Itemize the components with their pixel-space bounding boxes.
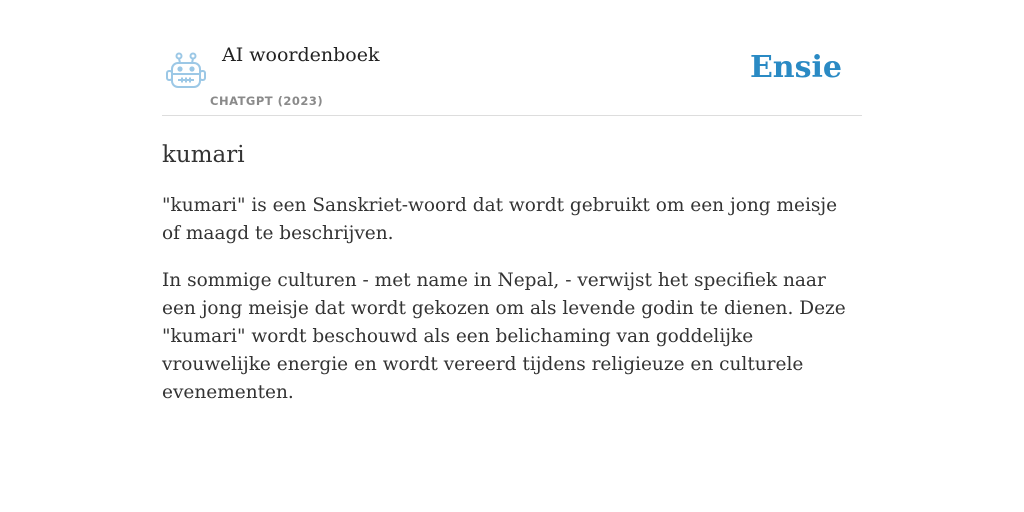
page: [162, 0, 862, 407]
entry-term: kumari: [162, 142, 245, 168]
ensie-logo-link[interactable]: Ensie: [749, 50, 842, 85]
definition-paragraph: In sommige culturen - met name in Nepal, - verwijst het specifiek naar een jong meisje dat wordt gekozen om als levende godin te dienen. Deze "kumari" wordt beschouwd als een belichaming van goddelijke vrouwelijke energie en wordt vereerd tijdens religieuze en culturele evenementen.: [162, 270, 846, 403]
definition-paragraph: "kumari" is een Sanskriet-woord dat wordt gebruikt om een jong meisje of maagd te beschrijven.: [162, 195, 838, 244]
entry-header: [162, 0, 862, 116]
dictionary-title[interactable]: AI woordenboek: [222, 44, 380, 66]
dictionary-source: CHATGPT (2023): [210, 94, 324, 108]
definition-body: [162, 192, 862, 407]
robot-icon: [166, 52, 206, 90]
